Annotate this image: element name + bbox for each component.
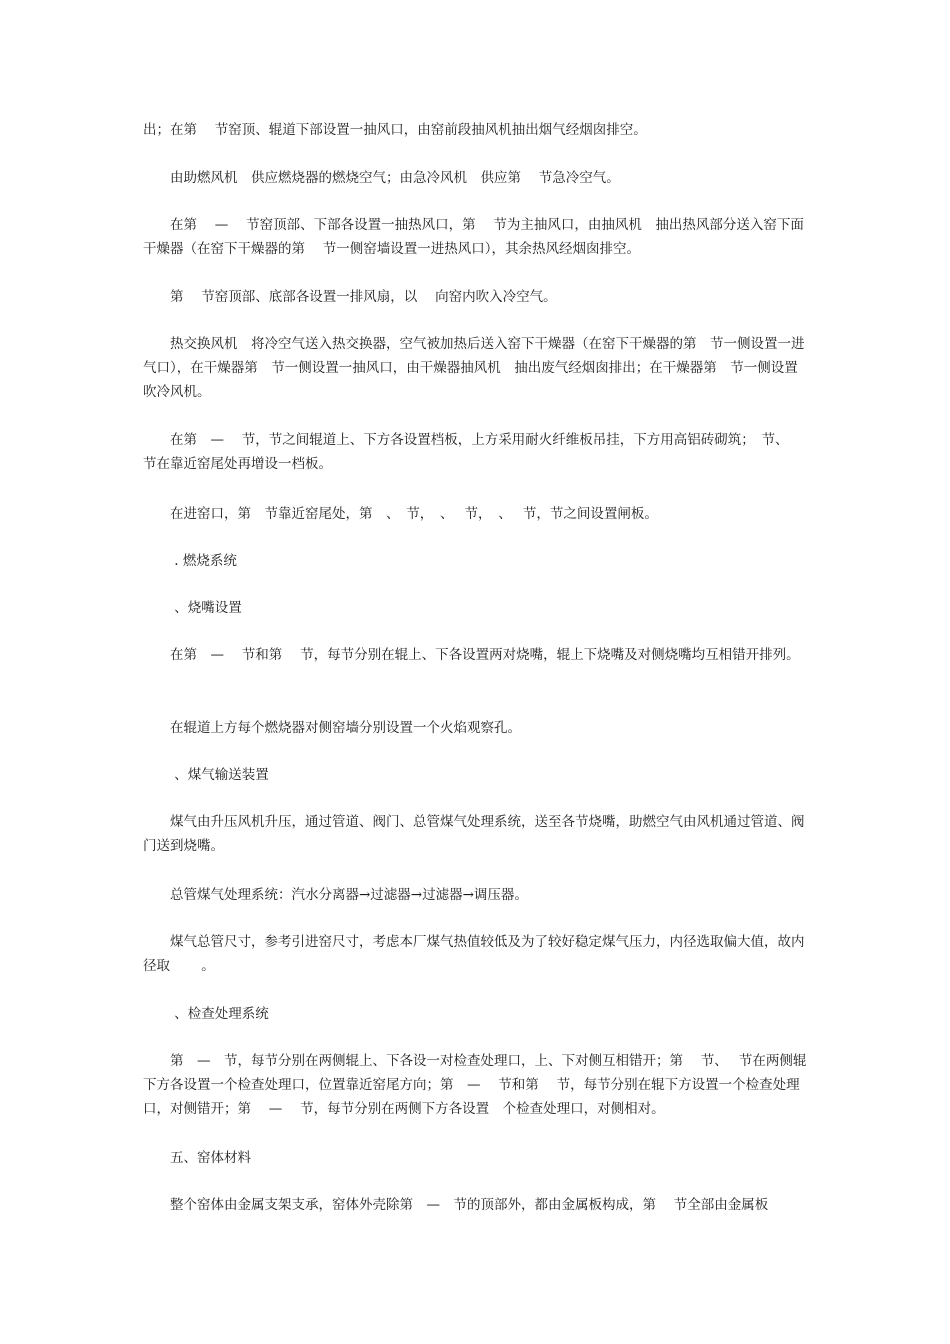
paragraph-heat-exchanger: 热交换风机 将冷空气送入热交换器，空气被加热后送入窑下干燥器（在窑下干燥器的第 节一侧设置一进气口），在干燥器第 节一侧设置一抽风口，由干燥器抽风机 抽出废气经烟囱排出；在干燥器第 节一侧设置吹冷风机。: [143, 336, 805, 400]
paragraph-burners: 在第 — 节和第 节，每节分别在辊上、下各设置两对烧嘴，辊上下烧嘴及对侧烧嘴均互相错开排列。: [143, 647, 800, 663]
paragraph-inspection-ports: 第 — 节，每节分别在两侧辊上、下各设一对检查处理口，上、下对侧互相错开；第 节、 节在两侧辊下方各设置一个检查处理口，位置靠近窑尾方向；第 — 节和第 节，每节分别在辊下方设置一个检查处理口，对侧错开；第 — 节，每节分别在两侧下方各设置 个检查处理口，对侧相对。: [143, 1053, 807, 1117]
heading-burner-setup: 、烧嘴设置: [143, 600, 242, 616]
paragraph-kiln-structure: 整个窑体由金属支架支承，窑体外壳除第 — 节的顶部外，都由金属板构成，第 节全部由金属板: [143, 1197, 769, 1213]
paragraph-fans: 第 节窑顶部、底部各设置一排风扇，以 向窑内吹入冷空气。: [143, 289, 557, 305]
paragraph-baffles: 在第 — 节，节之间辊道上、下方各设置档板，上方采用耐火纤维板吊挂，下方用高铝砖砌筑； 节、 节在靠近窑尾处再增设一档板。: [143, 432, 800, 472]
heading-kiln-materials: 五、窑体材料: [143, 1150, 251, 1166]
paragraph-gas-pressure: 煤气由升压风机升压，通过管道、阀门、总管煤气处理系统，送至各节烧嘴，助燃空气由风机通过管道、阀门送到烧嘴。: [143, 814, 805, 854]
paragraph-flame-observation: 在辊道上方每个燃烧器对侧窑墙分别设置一个火焰观察孔。: [143, 720, 521, 736]
heading-inspection-system: 、检查处理系统: [143, 1006, 269, 1022]
paragraph-gates: 在进窑口，第 节靠近窑尾处，第 、 节， 、 节， 、 节，节之间设置闸板。: [143, 506, 658, 522]
heading-combustion-system: . 燃烧系统: [143, 553, 237, 569]
paragraph-hot-air-outlet: 在第 — 节窑顶部、下部各设置一抽热风口，第 节为主抽风口，由抽风机 抽出热风部分送入窑下面干燥器（在窑下干燥器的第 节一侧窑墙设置一进热风口），其余热风经烟囱排空。: [143, 217, 804, 257]
paragraph-gas-pipe-size: 煤气总管尺寸，参考引进窑尺寸，考虑本厂煤气热值较低及为了较好稳定煤气压力，内径选取偏大值，故内径取 。: [143, 934, 805, 974]
paragraph-gas-treatment: 总管煤气处理系统：汽水分离器→过滤器→过滤器→调压器。: [143, 887, 528, 903]
paragraph-exhaust-front: 出；在第 节窑顶、辊道下部设置一抽风口，由窑前段抽风机抽出烟气经烟囱排空。: [143, 122, 647, 138]
paragraph-combustion-air: 由助燃风机 供应燃烧器的燃烧空气；由急冷风机 供应第 节急冷空气。: [143, 170, 620, 186]
heading-gas-delivery: 、煤气输送装置: [143, 767, 269, 783]
